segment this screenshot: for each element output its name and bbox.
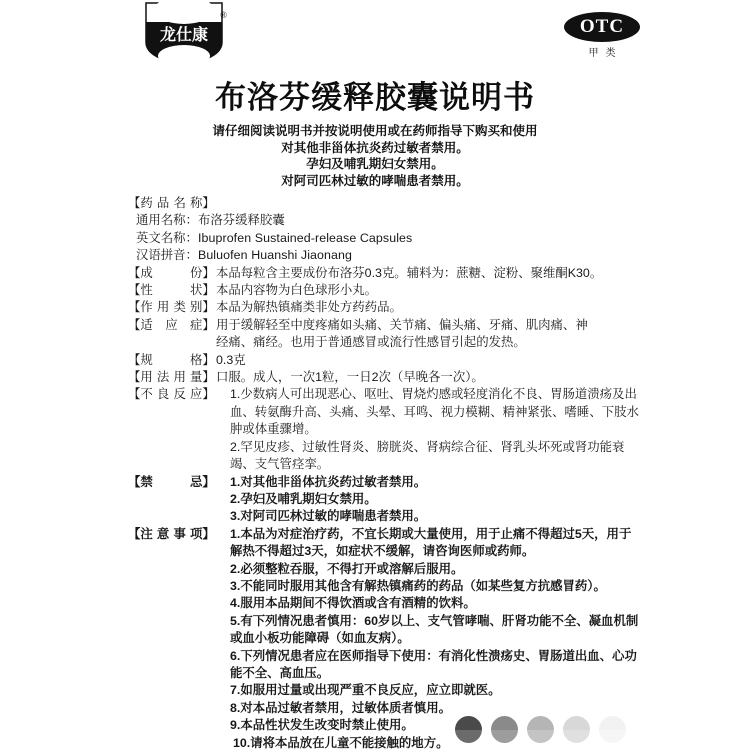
contraindication-item: 3.对阿司匹林过敏的哮喘患者禁用。 xyxy=(230,509,427,524)
section-indications xyxy=(128,317,640,352)
otc-class-label: 甲类 xyxy=(588,48,623,59)
category-text: 本品为解热镇痛类非处方药药品。 xyxy=(216,300,402,315)
section-contraindications xyxy=(128,474,640,526)
section-body xyxy=(216,317,640,352)
shield-logo-icon xyxy=(138,2,230,64)
drug-name-lines xyxy=(136,212,640,264)
section-label: 【性状】 xyxy=(128,283,215,298)
otc-mark xyxy=(556,12,648,59)
warning-line: 对其他非甾体抗炎药过敏者禁用。 xyxy=(281,140,469,155)
adverse-item: 1.少数病人可出现恶心、呕吐、胃烧灼感或轻度消化不良、胃肠道溃疡及出血、转氨酶升高、头痛、头晕、耳鸣、视力模糊、精神紧张、嗜睡、下肢水肿或体重骤增。 xyxy=(230,387,639,437)
warning-line: 请仔细阅读说明书并按说明使用或在药师指导下购买和使用 xyxy=(212,124,538,138)
halftone-circle-icon xyxy=(563,716,590,743)
pinyin-row xyxy=(136,247,640,264)
contraindication-item: 1.对其他非甾体抗炎药过敏者禁用。 xyxy=(230,474,427,489)
section-label: 【注意事项】 xyxy=(128,526,215,541)
contraindication-item: 2.孕妇及哺乳期妇女禁用。 xyxy=(230,491,377,506)
print-density-marks xyxy=(455,716,626,743)
specification-text: 0.3克 xyxy=(216,352,246,367)
logo-text: 龙仕康 xyxy=(159,27,209,44)
pinyin-key: 汉语拼音： xyxy=(136,248,198,263)
page-title: 布洛芬缓释胶囊说明书 xyxy=(215,80,535,115)
generic-name-row xyxy=(136,212,640,229)
section-body xyxy=(216,474,640,526)
section-label: 【作用类别】 xyxy=(128,300,215,315)
insert-body xyxy=(128,195,640,752)
halftone-circle-icon xyxy=(527,716,554,743)
properties-text: 本品内容物为白色球形小丸。 xyxy=(216,283,378,298)
pinyin-value: Buluofen Huanshi Jiaonang xyxy=(197,248,353,263)
precaution-item: 2.必须整粒吞服，不得打开或溶解后服用。 xyxy=(230,561,464,576)
ingredients-text: 本品每粒含主要成份布洛芬0.3克。辅料为：蔗糖、淀粉、聚维酮K30。 xyxy=(216,265,603,280)
english-name-row xyxy=(136,230,640,247)
section-body xyxy=(216,299,640,316)
section-label: 【规格】 xyxy=(128,352,215,367)
english-name-key: 英文名称： xyxy=(136,230,198,245)
dosage-text: 口服。成人，一次1粒，一日2次（早晚各一次）。 xyxy=(216,370,484,385)
section-category xyxy=(128,299,640,316)
registered-mark-icon: ® xyxy=(220,10,227,20)
section-body xyxy=(216,386,640,473)
warning-block xyxy=(0,123,750,189)
warning-line: 对阿司匹林过敏的哮喘患者禁用。 xyxy=(281,173,469,188)
precaution-item: 1.本品为对症治疗药，不宜长期或大量使用，用于止痛不得超过5天，用于解热不得超过3天，如症状不缓解，请咨询医师或药师。 xyxy=(230,526,632,559)
indications-line-2: 经痛、痛经。也用于普通感冒或流行性感冒引起的发热。 xyxy=(216,335,526,350)
precaution-item: 9.本品性状发生改变时禁止使用。 xyxy=(230,718,414,733)
section-drug-name xyxy=(128,195,640,212)
halftone-circle-icon xyxy=(599,716,626,743)
otc-label: OTC xyxy=(564,12,640,42)
section-specification xyxy=(128,352,640,369)
section-label: 【药品名称】 xyxy=(128,196,215,210)
precaution-item: 7.如服用过量或出现严重不良反应，应立即就医。 xyxy=(230,683,501,698)
adverse-item: 2.罕见皮疹、过敏性肾炎、膀胱炎、肾病综合征、肾乳头坏死或肾功能衰竭、支气管痉挛。 xyxy=(230,439,625,472)
section-ingredients xyxy=(128,265,640,282)
precaution-item: 3.不能同时服用其他含有解热镇痛药的药品（如某些复方抗感冒药）。 xyxy=(230,578,606,593)
precaution-item: 8.对本品过敏者禁用，过敏体质者慎用。 xyxy=(230,700,451,715)
precaution-item: 6.下列情况患者应在医师指导下使用：有消化性溃疡史、胃肠道出血、心功能不全、高血压。 xyxy=(230,648,637,680)
section-label: 【不良反应】 xyxy=(128,387,215,402)
brand-logo xyxy=(138,2,230,64)
section-body xyxy=(216,265,640,282)
section-body xyxy=(216,282,640,299)
halftone-circle-icon xyxy=(455,716,482,743)
section-label: 【成份】 xyxy=(128,265,215,280)
header xyxy=(0,0,750,68)
section-adverse-reactions xyxy=(128,386,640,473)
generic-name-value: 布洛芬缓释胶囊 xyxy=(197,213,285,228)
section-label: 【适应症】 xyxy=(128,317,215,332)
generic-name-key: 通用名称： xyxy=(136,213,198,228)
indications-line-1: 用于缓解轻至中度疼痛如头痛、关节痛、偏头痛、牙痛、肌肉痛、神 xyxy=(216,317,588,332)
section-label: 【用法用量】 xyxy=(128,370,215,385)
section-properties xyxy=(128,282,640,299)
section-dosage xyxy=(128,369,640,386)
halftone-circle-icon xyxy=(491,716,518,743)
precaution-item: 10.请将本品放在儿童不能接触的地方。 xyxy=(233,735,449,750)
section-body xyxy=(216,352,640,369)
english-name-value: Ibuprofen Sustained-release Capsules xyxy=(197,230,413,245)
precaution-item: 5.有下列情况患者慎用：60岁以上、支气管哮喘、肝肾功能不全、凝血机制或血小板功能障碍（如血友病）。 xyxy=(230,613,639,646)
precaution-item: 4.服用本品期间不得饮酒或含有酒精的饮料。 xyxy=(230,596,476,611)
warning-line: 孕妇及哺乳期妇女禁用。 xyxy=(306,157,444,171)
section-body xyxy=(216,369,640,386)
section-label: 【禁忌】 xyxy=(128,474,215,489)
